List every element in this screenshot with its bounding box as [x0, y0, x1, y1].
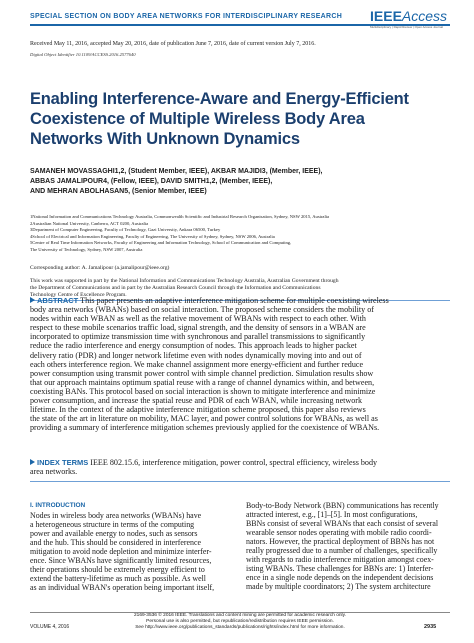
copyright-line: 2169-3536 © 2016 IEEE. Translations and content mining are permitted for academic research only.	[134, 613, 346, 618]
footer-copyright	[120, 613, 360, 631]
abstract	[30, 296, 450, 432]
abstract-line: body area networks (WBANs) based on social interaction. The proposed scheme considers the mobility of	[30, 305, 374, 315]
doi: Digital Object Identifier 10.1109/ACCESS.2016.2577640	[30, 52, 136, 57]
body-line: extend the battery-lifetime as much as possible. As well	[30, 573, 206, 583]
ieee-access-logo	[370, 8, 448, 29]
body-line: power and available energy to nodes, such as sensors	[30, 528, 198, 538]
body-line: as an individual WBAN's operation being important itself,	[30, 582, 215, 592]
index-terms-line: IEEE 802.15.6, interference mitigation, power control, spectral efficiency, wireless body	[90, 458, 378, 467]
body-line: and the hub. This should be considered in interference	[30, 537, 201, 547]
body-line: attracted interest, e.g., [1]–[5]. In most configurations,	[246, 509, 418, 519]
affiliation-line: The University of Technology, Sydney, NSW 2007, Australia	[30, 246, 143, 252]
abstract-line: coexisting BANs. This protocol based on social interaction is shown to mitigate interference and minimize	[30, 386, 376, 396]
index-rule	[30, 481, 450, 482]
title-line: Coexistence of Multiple Wireless Body Area	[30, 110, 365, 128]
header-rule	[30, 24, 450, 26]
funding-line: This work was supported in part by the National Information and Communications Technology Australia, Australian Government through	[30, 278, 339, 284]
funding-line: Technology Centre of Excellence Program.	[30, 292, 127, 299]
section-heading-introduction: I. INTRODUCTION	[30, 502, 86, 509]
triangle-bullet-icon	[30, 297, 35, 303]
author-line: SAMANEH MOVASSAGHI1,2, (Student Member, IEEE), AKBAR MAJIDI3, (Member, IEEE),	[30, 168, 323, 175]
affiliation-line: 5Centre of Real Time Information Networks, Faculty of Engineering and Information Technology, School of Communication and Computing,	[30, 240, 292, 245]
abstract-line: delivery ratio (PDR) and longer network lifetime even with nodes dynamically moving into and out of	[30, 350, 362, 360]
body-line: wearable sensor nodes operating with mobile radio coordi-	[246, 527, 432, 537]
abstract-line: each others interference region. We make channel assignment more energy-efficient and further reduce	[30, 359, 364, 369]
affiliation-line: 2Australian National University, Canberra, ACT 0200, Australia	[30, 220, 149, 226]
affiliation-line: 1National Information and Communications Technology Australia, Commonwealth Scientific and Industrial Research Organisation, Sydney, NSW 2015, Australia	[30, 214, 330, 219]
corresponding-author: Corresponding author: A. Jamalipour (a.jamalipour@ieee.org)	[30, 265, 170, 271]
index-terms-label: INDEX TERMS	[37, 458, 89, 467]
footer-volume: VOLUME 4, 2016	[30, 624, 70, 630]
abstract-line: providing a summary of interference mitigation schemes previously applied for the coexistence of WBANs.	[30, 423, 380, 433]
copyright-line: Personal use is also permitted, but republication/redistribution requires IEEE permission.	[146, 619, 334, 625]
body-line: their operations should be extremely energy efficient to	[30, 564, 205, 574]
body-column-right	[246, 502, 450, 592]
received-dates: Received May 11, 2016, accepted May 20, 2016, date of publication June 7, 2016, date of current version July 7, 2016.	[30, 41, 316, 47]
author-line: AND MEHRAN ABOLHASAN5, (Senior Member, IEEE)	[30, 188, 207, 195]
abstract-line: incorporated to optimize transmission time with synchronous and parallel transmissions to significantly	[30, 332, 366, 342]
body-line: ence. Since WBANs have significantly limited resources,	[30, 555, 212, 565]
body-line: really progressed due to a number of challenges, specifically	[246, 545, 438, 555]
body-line: Nodes in wireless body area networks (WBANs) have	[30, 511, 202, 520]
body-line: nators. However, the practical deployment of BBNs has not	[246, 536, 435, 546]
title-line: Enabling Interference-Aware and Energy-Efficient	[30, 90, 409, 108]
title-line: Networks With Unknown Dynamics	[30, 130, 300, 148]
abstract-label: ABSTRACT	[37, 296, 79, 305]
section-header: SPECIAL SECTION ON BODY AREA NETWORKS FOR INTERDISCIPLINARY RESEARCH	[30, 13, 343, 20]
body-line: BBNs consist of several WBANs that each consist of several	[246, 518, 439, 528]
author-list	[30, 167, 460, 197]
abstract-line: power consumption using transmit power control with simple channel prediction. Simulation results show	[30, 368, 374, 378]
funding-line: the Department of Communications and in part by the Australian Research Council through the Information and Communications	[30, 285, 321, 292]
index-terms	[30, 458, 450, 476]
body-line: mitigation to avoid node depletion and minimize interfer-	[30, 546, 212, 556]
abstract-line: respect to these mobile scenarios traffic load, signal strength, and the density of sensors in a WBAN are	[30, 323, 366, 333]
affiliations	[30, 214, 460, 253]
page-number: 2935	[424, 624, 437, 630]
abstract-line: lifetime. In the context of the adaptive interference mitigation scheme proposed, this paper also reviews	[30, 405, 366, 415]
logo-tagline: Multidisciplinary | Rapid Review | Open Access Journal	[370, 25, 443, 29]
body-line: a heterogeneous structure in terms of the computing	[30, 519, 195, 529]
body-line: made by multiple coordinators; 2) The system architecture	[246, 581, 431, 591]
index-terms-line: area networks.	[30, 467, 78, 477]
paper-title	[30, 89, 450, 149]
abstract-line: This paper presents an adaptive interference mitigation scheme for multiple coexisting wireless	[80, 296, 389, 305]
abstract-line: that our approach maintains optimum spatial reuse with a range of channel dynamics within, and between,	[30, 377, 375, 387]
body-line: ence in a single node depends on the independent decisions	[246, 572, 434, 582]
abstract-line: power consumption, and increase the spatial reuse and PDR of each WBAN, while increasing network	[30, 396, 363, 406]
body-line: with regards to radio interference mitigation amongst coex-	[246, 554, 434, 564]
body-line: Body-to-Body Network (BBN) communications has recently	[246, 501, 439, 510]
triangle-bullet-icon	[30, 459, 35, 465]
body-column-left	[30, 512, 232, 593]
logo-ieee-text: IEEE	[370, 8, 402, 24]
abstract-line: the state of the art in literature on mobility, MAC layer, and power control solutions for WBANs, as well as	[30, 414, 378, 424]
body-line: isting WBANs. These challenges for BBNs are: 1) Interfer-	[246, 563, 434, 573]
copyright-line: See http://www.ieee.org/publications_standards/publications/rights/index.html for more information.	[135, 625, 345, 631]
abstract-line: reduce the radio interference and energy consumption of nodes. This approach leads to higher packet	[30, 341, 357, 351]
affiliation-line: 3Department of Computer Engineering, Faculty of Technology, Gazi University, Ankara 06500, Turkey	[30, 227, 221, 232]
logo-access-text: Access	[401, 8, 448, 24]
affiliation-line: 4School of Electrical and Information Engineering, Faculty of Engineering, The University of Sydney, Sydney, NSW 2006, Australia	[30, 233, 275, 239]
author-line: ABBAS JAMALIPOUR4, (Fellow, IEEE), DAVID SMITH1,2, (Member, IEEE),	[30, 178, 273, 185]
abstract-line: nodes within each WBAN as well as the relative movement of WBANs with respect to each other. With	[30, 314, 366, 324]
